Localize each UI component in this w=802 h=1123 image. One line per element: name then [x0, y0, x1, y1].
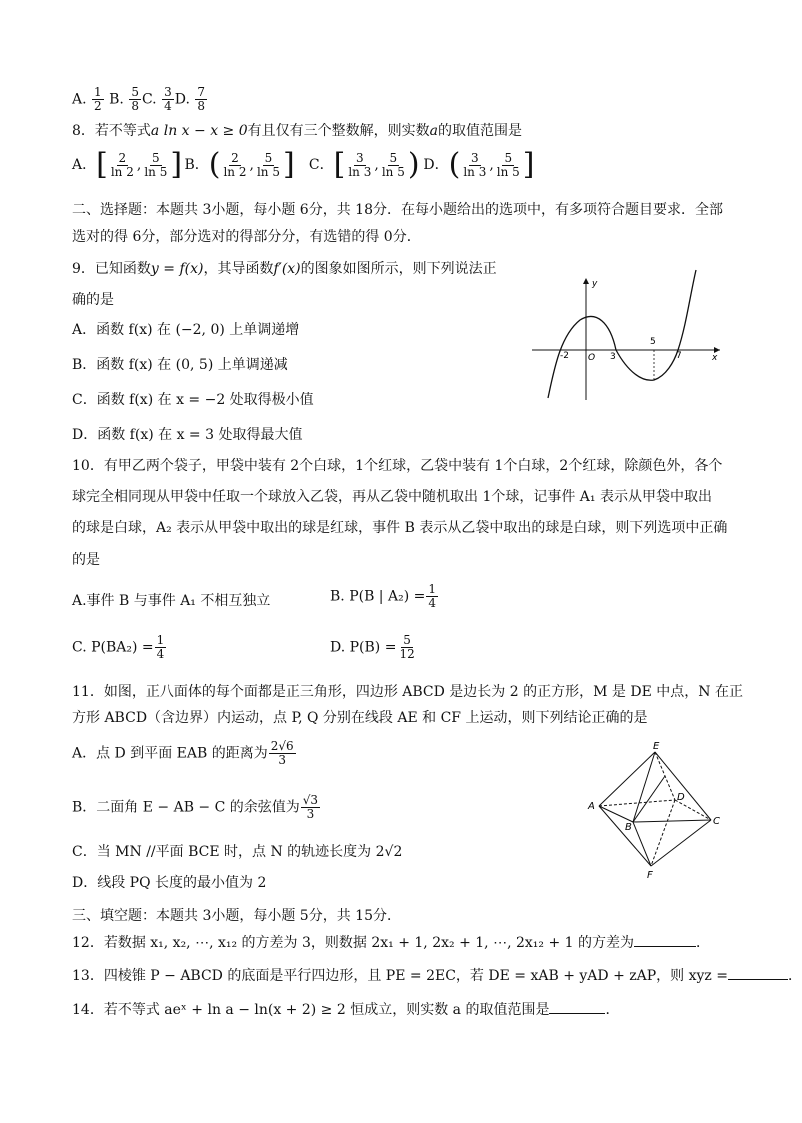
graph-curve — [548, 270, 696, 398]
q11-octahedron-figure — [585, 738, 735, 880]
q10-option-d: D. P(B) = $\frac{5}{12}$ — [330, 633, 415, 661]
graph-label-3: 3 — [610, 352, 616, 362]
q11-option-a: A．点 D 到平面 EAB 的距离为 $\frac{2√6}{3}$ — [72, 739, 294, 767]
q12: 12．若数据 x₁, x₂, ⋯, x₁₂ 的方差为 3，则数据 2x₁ + 1, 2x₂ + 1, ⋯, 2x₁₂ + 1 的方差为 ． — [72, 935, 710, 951]
graph-label-7: 7 — [676, 351, 682, 361]
q7-option-b-frac: $\frac{5}{8}$ — [131, 85, 139, 113]
q7-option-c-frac: $\frac{3}{4}$ — [164, 85, 172, 113]
q7-option-a-frac: $\frac{1}{2}$ — [94, 85, 102, 113]
q9-stem: 9．已知函数y = f(x)，其导函数f′(x)的图象如图所示，则下列说法正 — [72, 261, 497, 277]
q10-line3: 的球是白球，A₂ 表示从甲袋中取出的球是红球，事件 B 表示从乙袋中取出的球是白球，则下列选项中正确 — [72, 520, 728, 536]
edge-AF — [599, 806, 651, 866]
q8-option-c: C． [ $\frac{3}{\ln 3}$ , $\frac{5}{\ln 5}$ ) — [308, 147, 420, 182]
q11-line1: 11．如图，正八面体的每个面都是正三角形，四边形 ABCD 是边长为 2 的正方形，M 是 DE 中点，N 在正 — [72, 684, 743, 700]
graph-label-x: x — [712, 353, 718, 363]
q10-option-c: C. P(BA₂) = $\frac{1}{4}$ — [72, 633, 165, 661]
edge-DF — [651, 800, 675, 866]
graph-label-minus2: -2 — [560, 351, 569, 361]
section3-heading: 三、填空题：本题共 3小题，每小题 5分，共 15分． — [72, 908, 401, 924]
edge-AD — [599, 800, 675, 806]
q8-options — [72, 147, 535, 182]
edge-EC — [655, 752, 711, 820]
q12-answer-blank[interactable] — [634, 946, 696, 947]
q9-option-a: A．函数 f(x) 在 (−2, 0) 上单调递增 — [72, 322, 300, 338]
fig-label-B: B — [625, 822, 632, 833]
q11-option-d: D．线段 PQ 长度的最小值为 2 — [72, 875, 267, 891]
edge-BC — [633, 820, 711, 822]
q10-line2: 球完全相同现从甲袋中任取一个球放入乙袋，再从乙袋中随机取出 1个球，记事件 A₁ 表示从甲袋中取出 — [72, 489, 712, 505]
q9-option-d: D．函数 f(x) 在 x = 3 处取得最大值 — [72, 427, 303, 443]
q9-derivative-graph — [530, 266, 730, 406]
q11-option-c: C．当 MN //平面 BCE 时，点 N 的轨迹长度为 2√2 — [72, 844, 403, 860]
fig-label-E: E — [653, 741, 660, 752]
graph-label-y: y — [592, 279, 598, 289]
q14-answer-blank[interactable] — [549, 1013, 605, 1014]
graph-label-5: 5 — [650, 337, 656, 347]
q7-options — [72, 86, 208, 113]
q9-option-b: B．函数 f(x) 在 (0, 5) 上单调递减 — [72, 357, 288, 373]
q10-option-a: A.事件 B 与事件 A₁ 不相互独立 — [72, 593, 271, 609]
segment-MB — [633, 776, 665, 822]
q11-option-b: B．二面角 E − AB − C 的余弦值为 $\frac{√3}{3}$ — [72, 793, 319, 821]
q11-line2: 方形 ABCD（含边界）内运动，点 P, Q 分别在线段 AE 和 CF 上运动，则下列结论正确的是 — [72, 710, 648, 726]
section2-line2: 选对的得 6分，部分选对的得部分分，有选错的得 0分． — [72, 229, 421, 245]
edge-AB — [599, 806, 633, 822]
graph-label-origin: O — [588, 353, 596, 363]
edge-DC — [675, 800, 711, 820]
q8-option-a: A． [ $\frac{2}{\ln 2}$ , $\frac{5}{\ln 5}$ ] — [72, 147, 183, 182]
q10-option-b: B. P(B | A₂) = $\frac{1}{4}$ — [330, 582, 436, 610]
graph-y-arrow — [583, 278, 589, 284]
fig-label-A: A — [588, 801, 595, 812]
q13: 13．四棱锥 P − ABCD 的底面是平行四边形，且 PE = 2EC，若 DE = xAB + yAD + zAP，则 xyz = ． — [72, 968, 802, 984]
q13-answer-blank[interactable] — [728, 979, 788, 980]
q9-stem-cont: 确的是 — [72, 292, 114, 308]
edge-CF — [651, 820, 711, 866]
q8-option-b: B． ( $\frac{2}{\ln 2}$ , $\frac{5}{\ln 5}$ ] — [184, 147, 295, 182]
fig-label-C: C — [713, 816, 720, 827]
q7-option-c-label: C. — [141, 91, 157, 108]
fig-label-D: D — [677, 792, 685, 803]
q8-stem: 8．若不等式a ln x − x ≥ 0有且仅有三个整数解，则实数a的取值范围是 — [72, 123, 522, 139]
edge-BF — [633, 822, 651, 866]
section2-line1: 二、选择题：本题共 3小题，每小题 6分，共 18分．在每小题给出的选项中，有多项符合题目要求．全部 — [72, 202, 723, 218]
q7-option-b-label: B. — [109, 91, 124, 108]
q8-option-d: D． ( $\frac{3}{\ln 3}$ , $\frac{5}{\ln 5}$ ] — [423, 147, 535, 182]
q10-line1: 10．有甲乙两个袋子，甲袋中装有 2个白球，1个红球，乙袋中装有 1个白球，2个红球，除颜色外，各个 — [72, 458, 723, 474]
q7-option-d-frac: $\frac{7}{8}$ — [197, 85, 205, 113]
q9-option-c: C．函数 f(x) 在 x = −2 处取得极小值 — [72, 392, 314, 408]
q14: 14．若不等式 aeˣ + ln a − ln(x + 2) ≥ 2 恒成立，则实数 a 的取值范围是 ． — [72, 1002, 620, 1018]
q7-option-a-label: A. — [72, 91, 87, 108]
q7-option-d-label: D. — [174, 91, 190, 108]
q10-line4: 的是 — [72, 552, 100, 568]
fig-label-F: F — [647, 870, 653, 881]
